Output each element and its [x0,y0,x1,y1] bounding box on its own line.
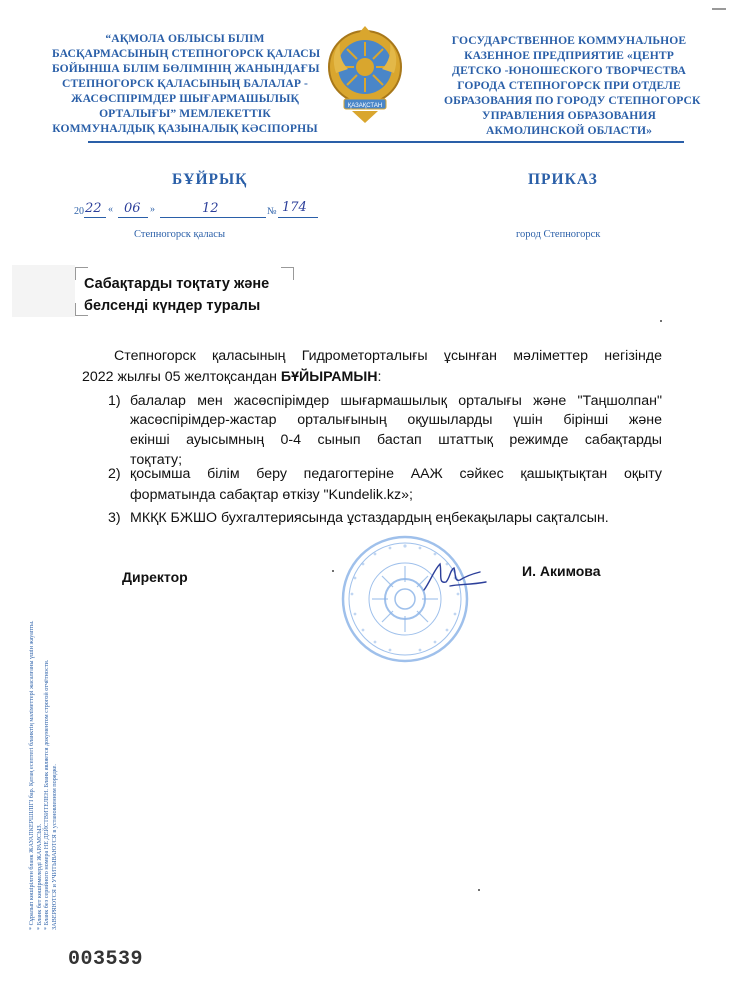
date-month: 12 [202,201,219,216]
signer-name: И. Акимова [522,563,601,579]
margin-note-line: * Бланк без серийного номера НЕ ДЕЙСТВИТЕЛЕН. Бланк является документом строгой отчётности. [43,659,50,930]
header-left-line: БОЙЫНША БІЛІМ БӨЛІМІНІҢ ЖАНЫНДАҒЫ [52,62,320,75]
header-right-line: УПРАВЛЕНИЯ ОБРАЗОВАНИЯ [482,109,656,122]
date-prefix: 20 [74,206,84,217]
header-russian-org-name [444,33,701,138]
list-item-text: қосымша білім беру педагогтеріне ААЖ сәйкес қашықтықтан оқыту [130,466,662,482]
header-right-line: ДЕТСКО -ЮНОШЕСКОГО ТВОРЧЕСТВА [452,64,686,77]
date-year: 22 [85,201,102,216]
subject-frame-corner [281,267,294,280]
signer-title: Директор [122,569,188,585]
date-number-line: 20 22 « 06 » 12 № 174 [74,203,319,223]
subject-line: Сабақтарды тоқтату және [84,276,270,292]
document-subject [84,273,269,317]
header-right-line: ГОСУДАРСТВЕННОЕ КОММУНАЛЬНОЕ [451,34,687,47]
list-item-number: 2) [108,466,121,482]
header-right-line: ГОРОДА СТЕПНОГОРСК ПРИ ОТДЕЛЕ [457,79,681,92]
header-left-line: СТЕПНОГОРСК ҚАЛАСЫНЫҢ БАЛАЛАР - [61,77,309,90]
list-item-text: балалар мен жасөспірімдер шығармашылық орталығы және "Таңшолпан" [130,393,662,409]
header-left-line: БАСҚАРМАСЫНЫҢ СТЕПНОГОРСК ҚАЛАСЫ [52,47,321,60]
vertical-margin-note [28,410,58,930]
list-item-text: форматында сабақтар өткізу "Kundelik.kz»; [130,487,413,503]
number-prefix: № [267,206,277,217]
official-seal-stamp [340,534,470,664]
header-kazakh-org-name [52,31,321,136]
state-emblem-icon [326,25,404,127]
emblem-label: ҚАЗАҚСТАН [347,103,383,109]
intro-order-line: 2022 жылғы 05 желтоқсандан БҰЙЫРАМЫН: [82,369,382,385]
header-left-line: “АҚМОЛА ОБЛЫСЫ БІЛІМ [105,32,265,45]
header-right-line: КАЗЕННОЕ ПРЕДПРИЯТИЕ «ЦЕНТР [464,49,674,62]
list-item-text: тоқтату; [130,452,183,468]
list-item-text: МКҚК БЖШО бухгалтериясында ұстаздардың еңбекақылары сақталсын. [130,510,609,526]
header-divider [88,141,684,143]
header-right-line: АКМОЛИНСКОЙ ОБЛАСТИ» [485,124,652,137]
intro-order-prefix: 2022 жылғы 05 желтоқсандан [82,369,281,385]
scan-speck [712,8,726,10]
margin-note-line: * Сұралып көшірілген бланк ЖАУАПКЕРШІЛІГІ бар. Қатаң есептегі бланктің мәліметтері жасалғаны үшін жауапты. [28,620,35,930]
date-day: 06 [124,201,141,216]
list-item-text: екінші ауысымның 0-4 сынып бастап штаттық режимде сабақтарды [130,432,662,448]
serial-number: 003539 [68,948,144,971]
intro-text: Степногорск қаласының Гидрометорталығы ұсынған мәліметтер негізінде [114,348,662,364]
list-item-number: 1) [108,393,121,409]
list-item-number: 3) [108,510,121,526]
scan-speck [478,889,480,891]
subject-line: белсенді күндер туралы [84,298,261,314]
doc-title-russian: ПРИКАЗ [528,171,598,188]
scan-speck [332,570,334,572]
header-right-line: ОБРАЗОВАНИЯ ПО ГОРОДУ СТЕПНОГОРСК [444,94,701,107]
scan-shadow [12,265,75,317]
place-kazakh: Степногорск қаласы [134,229,226,240]
header-left-line: КОММУНАЛДЫҚ ҚАЗЫНАЛЫҚ КӘСІПОРНЫ [52,122,318,135]
place-russian: город Степногорск [516,229,601,240]
order-keyword: БҰЙЫРАМЫН [280,369,378,385]
header-left-line: ОРТАЛЫҒЫ” МЕМЛЕКЕТТІК [99,107,271,120]
header-left-line: ЖАСӨСПІРІМДЕР ШЫҒАРМАШЫЛЫҚ [71,92,299,105]
margin-note-line: * Бланк бет көшірмелерді ЖАРАМСЫЗ. [35,823,43,930]
scan-speck [660,320,662,322]
list-item-text: жасөспірімдер-жастар орталығының оқушыларды үшін бірінші және [130,412,662,428]
margin-note-line: ЗАВЕРЯЮТСЯ и УЧИТЫВАЮТСЯ в установленном порядке. [50,764,58,930]
doc-number: 174 [282,200,307,215]
handwritten-signature [420,560,490,594]
doc-title-kazakh: БҰЙРЫҚ [172,171,248,188]
